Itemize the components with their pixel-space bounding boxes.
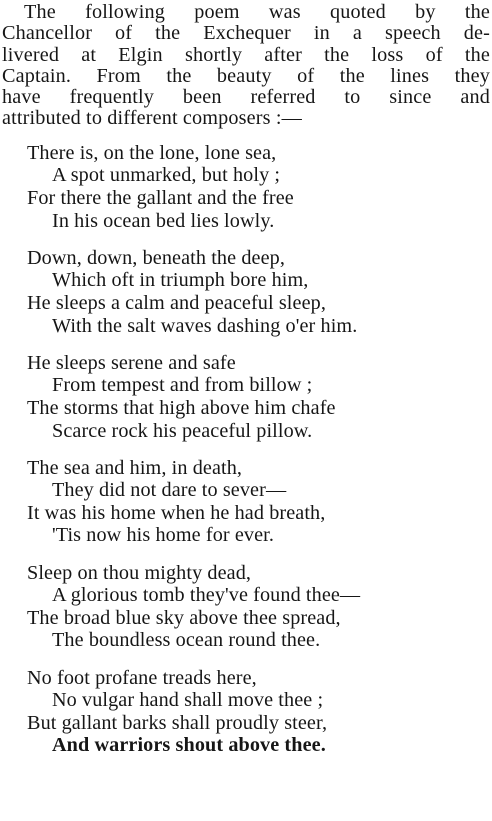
stanza-4 (2, 457, 490, 547)
stanza-6 (2, 667, 490, 757)
poem-line: It was his home when he had breath, (27, 501, 326, 524)
poem-line: No vulgar hand shall move thee ; (52, 689, 324, 712)
poem-line: No foot profane treads here, (27, 666, 257, 689)
poem-line: Sleep on thou mighty dead, (27, 561, 252, 584)
poem-line: For there the gallant and the free (27, 186, 294, 209)
intro-paragraph (2, 2, 490, 130)
intro-line: have frequently been referred to since and (2, 86, 490, 109)
poem-line: There is, on the lone, lone sea, (27, 141, 277, 164)
stanza-1 (2, 142, 490, 232)
poem-line: With the salt waves dashing o'er him. (52, 314, 358, 337)
poem-line: From tempest and from billow ; (52, 374, 313, 397)
poem-line: The sea and him, in death, (27, 456, 243, 479)
stanza-5 (2, 562, 490, 652)
intro-line: Captain. From the beauty of the lines they (2, 64, 490, 87)
poem-line: A spot unmarked, but holy ; (52, 164, 281, 187)
poem (2, 142, 490, 757)
poem-line: Which oft in triumph bore him, (52, 269, 309, 292)
poem-line: A glorious tomb they've found thee— (52, 584, 361, 607)
intro-line: The following poem was quoted by the (24, 1, 490, 23)
poem-line: The broad blue sky above thee spread, (27, 606, 341, 629)
poem-line: Scarce rock his peaceful pillow. (52, 419, 313, 442)
poem-line: But gallant barks shall proudly steer, (27, 711, 328, 734)
poem-line: The storms that high above him chafe (27, 396, 336, 419)
poem-line: Down, down, beneath the deep, (27, 246, 285, 269)
poem-line: 'Tis now his home for ever. (52, 524, 275, 547)
stanza-2 (2, 247, 490, 337)
intro-line: attributed to different composers :— (2, 107, 302, 130)
poem-line: In his ocean bed lies lowly. (52, 209, 275, 232)
intro-line: Chancellor of the Exchequer in a speech de- (2, 22, 490, 45)
poem-line: The boundless ocean round thee. (52, 629, 321, 652)
poem-line: He sleeps a calm and peaceful sleep, (27, 291, 326, 314)
intro-line: livered at Elgin shortly after the loss of the (2, 43, 490, 66)
poem-line: He sleeps serene and safe (27, 351, 236, 374)
stanza-3 (2, 352, 490, 442)
poem-line: And warriors shout above thee. (52, 734, 326, 757)
poem-line: They did not dare to sever— (52, 479, 287, 502)
